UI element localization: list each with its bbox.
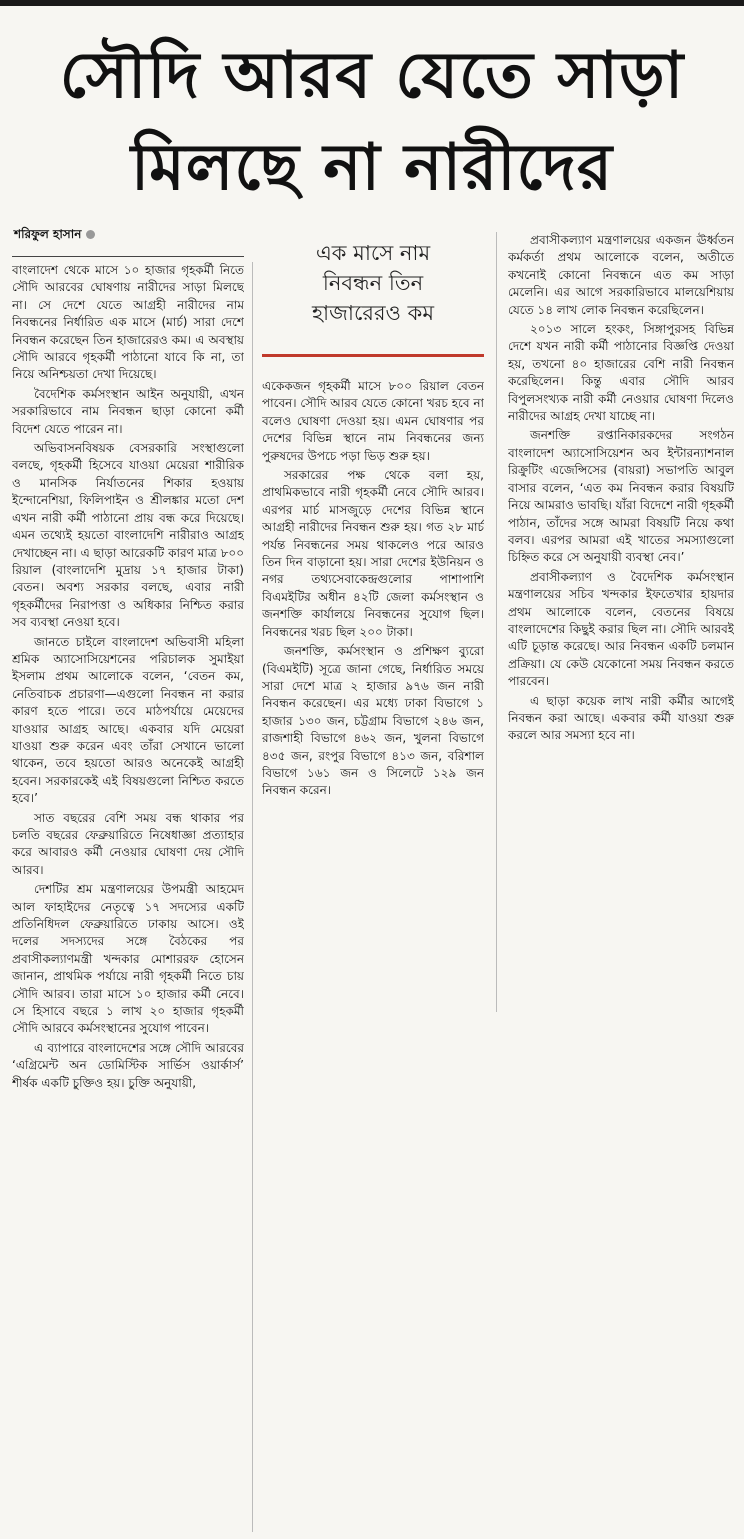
paragraph: বাংলাদেশ থেকে মাসে ১০ হাজার গৃহকর্মী নিতে সৌদি আরবের ঘোষণায় নারীদের সাড়া মিলছে না। সে দেশে যেতে আগ্রহী নারীদের নাম নিবন্ধনের নির্ধারিত এক মাসে (মার্চ) সারা দেশে নিবন্ধন করেছেন তিন হাজারেরও কম। এ অবস্থায় সৌদি আরবে গৃহকর্মী পাঠানো যাবে কি না, তা নিয়ে অনিশ্চয়তা দেখা দিয়েছে।: [12, 263, 244, 382]
headline-line-1: সৌদি আরব যেতে সাড়া: [59, 39, 685, 113]
subhead-line-2: নিবন্ধন তিন: [322, 271, 424, 295]
paragraph: জনশক্তি রপ্তানিকারকদের সংগঠন বাংলাদেশ অ্যাসোসিয়েশন অব ইন্টারন্যাশনাল রিক্রুটিং এজেন্সিসের (বায়রা) সভাপতি আবুল বাসার বলেন, ‘এত কম নিবন্ধন করার বিষয়টি নিয়ে আমরাও ভাবছি। যাঁরা বিদেশে নারী গৃহকর্মী পাঠান, তাঁদের সঙ্গে আমরা বিষয়টি নিয়ে কথা বলব। এরপর আমরা এই খাতের সমস্যাগুলো চিহ্নিত করে সে অনুযায়ী ব্যবস্থা নেব।’: [508, 428, 734, 565]
author-name: শরিফুল হাসান: [14, 227, 82, 241]
paragraph: একেকজন গৃহকর্মী মাসে ৮০০ রিয়াল বেতন পাবেন। সৌদি আরব যেতে কোনো খরচ হবে না বলেও ঘোষণা দেওয়া হয়। এমন ঘোষণার পর দেশের বিভিন্ন স্থানে নাম নিবন্ধনের জন্য পুরুষদের উপচে পড়া ভিড় শুরু হয়।: [262, 379, 484, 463]
article-column-3: [508, 232, 734, 1002]
byline: [14, 226, 95, 246]
paragraph: এ ছাড়া কয়েক লাখ নারী কর্মীর আগেই নিবন্ধন করা আছে। একবার কর্মী যাওয়া শুরু করলে আর সমস্যা হবে না।: [508, 693, 734, 743]
paragraph: ২০১৩ সালে হংকং, সিঙ্গাপুরসহ বিভিন্ন দেশে যখন নারী কর্মী পাঠানোর বিজ্ঞপ্তি দেওয়া হয়, তখনো ৪০ হাজারের বেশি নারী নিবন্ধন করেছিলেন। কিন্তু এবার সৌদি আরব বিপুলসংখ্যক নারী কর্মী নেওয়ার ঘোষণা দিলেও নারীদের আগ্রহ দেখা যাচ্ছে না।: [508, 322, 734, 424]
subhead-line-1: এক মাসে নাম: [315, 241, 431, 265]
paragraph: অভিবাসনবিষয়ক বেসরকারি সংস্থাগুলো বলছে, গৃহকর্মী হিসেবে যাওয়া মেয়েরা শারীরিক ও মানসিক নির্যাতনের শিকার হওয়ায় ইন্দোনেশিয়া, ফিলিপাইন ও শ্রীলঙ্কার মতো দেশ এখন নারী কর্মী পাঠানো প্রায় বন্ধ করে দিয়েছে। এমন তথ্যেই হয়তো বাংলাদেশি নারীরাও আগ্রহ দেখাচ্ছেন না। এ ছাড়া আরেকটি কারণ মাত্র ৮০০ রিয়াল (বাংলাদেশি মুদ্রায় ১৭ হাজার টাকা) বেতন। অবশ্য সরকার বলছে, এবার নারী গৃহকর্মীদের নিরাপত্তা ও অধিকার নিশ্চিত করার সব ব্যবস্থা নেওয়া হবে।: [12, 441, 244, 630]
headline-line-2: মিলছে না নারীদের: [130, 131, 614, 205]
bullet-icon: [86, 230, 95, 239]
paragraph: বৈদেশিক কর্মসংস্থান আইন অনুযায়ী, এখন সরকারিভাবে নাম নিবন্ধন ছাড়া কোনো কর্মী বিদেশ যেতে পারেন না।: [12, 386, 244, 436]
paragraph: সরকারের পক্ষ থেকে বলা হয়, প্রাথমিকভাবে নারী গৃহকর্মী নেবে সৌদি আরব। এরপর মার্চ মাসজুড়ে দেশের বিভিন্ন স্থানে আগ্রহী নারীদের নিবন্ধন শুরু হয়। গত ২৮ মার্চ পর্যন্ত নিবন্ধনের সময় থাকলেও পরে আরও তিন দিন বাড়ানো হয়। সারা দেশের ইউনিয়ন ও নগর তথ্যসেবাকেন্দ্রগুলোর পাশাপাশি বিএমইটির অধীন ৪২টি জেলা কর্মসংস্থান ও জনশক্তি কার্যালয়ে নিবন্ধনের সুযোগ ছিল। নিবন্ধনের খরচ ছিল ২০০ টাকা।: [262, 468, 484, 639]
paragraph: প্রবাসীকল্যাণ মন্ত্রণালয়ের একজন ঊর্ধ্বতন কর্মকর্তা প্রথম আলোকে বলেন, অতীতে কখনোই কোনো নিবন্ধনে এত কম সাড়া মেলেনি। এর আগে সরকারিভাবে মালয়েশিয়ায় যেতে ১৪ লাখ লোক নিবন্ধন করেছিলেন।: [508, 233, 734, 317]
subhead-red-rule: [262, 354, 484, 357]
column-divider: [496, 232, 497, 1012]
paragraph: এ ব্যাপারে বাংলাদেশের সঙ্গে সৌদি আরবের ‘এগ্রিমেন্ট অন ডোমিস্টিক সার্ভিস ওয়ার্কার্স’ শীর্ষক একটি চুক্তিও হয়। চুক্তি অনুযায়ী,: [12, 1040, 244, 1090]
top-border: [0, 0, 744, 6]
column-divider: [252, 262, 253, 1532]
headline: [0, 30, 744, 214]
article-column-2: [262, 378, 484, 1008]
paragraph: সাত বছরের বেশি সময় বন্ধ থাকার পর চলতি বছরের ফেব্রুয়ারিতে নিষেধাজ্ঞা প্রত্যাহার করে আবারও কর্মী নেওয়ার ঘোষণা দেয় সৌদি আরব।: [12, 810, 244, 877]
paragraph: জানতে চাইলে বাংলাদেশ অভিবাসী মহিলা শ্রমিক অ্যাসোসিয়েশনের পরিচালক সুমাইয়া ইসলাম প্রথম আলোকে বলেন, ‘বেতন কম, নেতিবাচক প্রচারণা—এগুলো নিবন্ধন না করার কারণ হতে পারে। তবে মাঠপর্যায়ে মেয়েদের যাওয়ার আগ্রহ আছে। একবার যদি মেয়েরা যাওয়া শুরু করেন এবং তাঁরা সেখানে ভালো থাকেন, তবে হয়তো আরও অনেকেই আগ্রহী হবেন। সরকারকেই এই বিষয়গুলো নিশ্চিত করতে হবে।’: [12, 634, 244, 806]
article-column-1: [12, 262, 244, 1534]
byline-rule: [12, 256, 244, 257]
subhead-line-3: হাজারেরও কম: [311, 301, 435, 325]
subheadline: [262, 238, 484, 328]
paragraph: দেশটির শ্রম মন্ত্রণালয়ের উপমন্ত্রী আহমেদ আল ফাহাইদের নেতৃত্বে ১৭ সদস্যের একটি প্রতিনিধিদল ফেব্রুয়ারিতে ঢাকায় আসে। ওই দলের সদস্যদের সঙ্গে বৈঠকের পর প্রবাসীকল্যাণমন্ত্রী খন্দকার মোশাররফ হোসেন জানান, প্রাথমিক পর্যায়ে নারী গৃহকর্মী নিতে চায় সৌদি আরব। তারা মাসে ১০ হাজার কর্মী নেবে। সে হিসাবে বছরে ১ লাখ ২০ হাজার গৃহকর্মী সৌদি আরবে কর্মসংস্থানের সুযোগ পাবেন।: [12, 882, 244, 1036]
paragraph: জনশক্তি, কর্মসংস্থান ও প্রশিক্ষণ ব্যুরো (বিএমইটি) সূত্রে জানা গেছে, নির্ধারিত সময়ে সারা দেশে মাত্র ২ হাজার ৯৭৬ জন নারী নিবন্ধন করেছেন। এর মধ্যে ঢাকা বিভাগে ১ হাজার ১৩০ জন, চট্টগ্রাম বিভাগে ২৪৬ জন, রাজশাহী বিভাগে ৪৬২ জন, খুলনা বিভাগে ৪৩৫ জন, রংপুর বিভাগে ৪১৩ জন, বরিশাল বিভাগে ১৬১ জন ও সিলেটে ১২৯ জন নিবন্ধন করেন।: [262, 644, 484, 798]
paragraph: প্রবাসীকল্যাণ ও বৈদেশিক কর্মসংস্থান মন্ত্রণালয়ের সচিব খন্দকার ইফতেখার হায়দার প্রথম আলোকে বলেন, বেতনের বিষয়ে বাংলাদেশের কিছুই করার ছিল না। সৌদি আরবই এটি চূড়ান্ত করেছে। আর নিবন্ধন একটি চলমান প্রক্রিয়া। যে কেউ যেকোনো সময় নিবন্ধন করতে পারবেন।: [508, 569, 734, 689]
